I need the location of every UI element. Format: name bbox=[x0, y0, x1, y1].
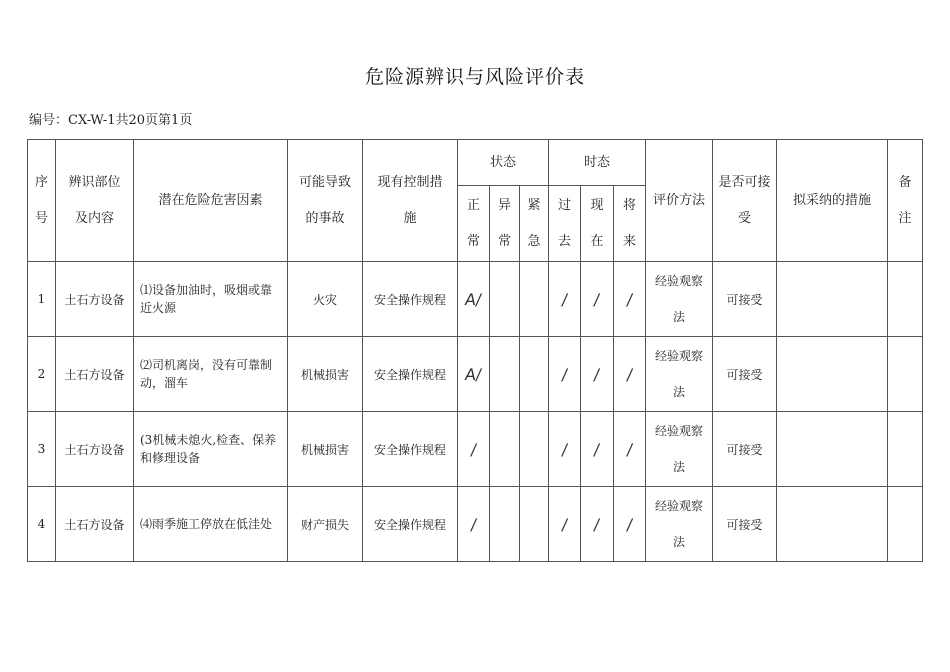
cell-remark bbox=[888, 412, 923, 487]
cell-status-normal bbox=[458, 487, 490, 562]
cell-status-abnormal bbox=[490, 337, 520, 412]
header-hazard: 潜在危险危害因素 bbox=[134, 140, 288, 262]
cell-method bbox=[646, 487, 713, 562]
header-tense: 时态 bbox=[549, 140, 646, 186]
cell-tense-past bbox=[549, 412, 581, 487]
cell-acceptable: 可接受 bbox=[713, 337, 777, 412]
cell-accident: 机械损害 bbox=[288, 337, 363, 412]
cell-status-emergency bbox=[520, 337, 549, 412]
table-row bbox=[28, 337, 923, 412]
cell-tense-present bbox=[581, 487, 614, 562]
table-row bbox=[28, 262, 923, 337]
tense-mark: / bbox=[592, 289, 602, 309]
cell-measures bbox=[777, 412, 888, 487]
table-row bbox=[28, 487, 923, 562]
header-part: 辨识部位 及内容 bbox=[56, 140, 134, 262]
cell-part: 土石方设备 bbox=[56, 337, 134, 412]
cell-acceptable: 可接受 bbox=[713, 262, 777, 337]
cell-seq: 4 bbox=[28, 487, 56, 562]
cell-accident: 火灾 bbox=[288, 262, 363, 337]
cell-tense-present bbox=[581, 412, 614, 487]
status-mark: / bbox=[469, 439, 478, 459]
cell-status-emergency bbox=[520, 487, 549, 562]
cell-tense-present bbox=[581, 337, 614, 412]
method-line: 法 bbox=[673, 460, 686, 474]
tense-mark: / bbox=[625, 439, 634, 459]
header-accident: 可能导致 的事故 bbox=[288, 140, 363, 262]
cell-status-abnormal bbox=[490, 487, 520, 562]
cell-status-normal bbox=[458, 262, 490, 337]
status-mark: / bbox=[469, 514, 478, 534]
tense-mark: / bbox=[560, 289, 569, 309]
cell-part: 土石方设备 bbox=[56, 262, 134, 337]
cell-tense-future bbox=[614, 337, 646, 412]
cell-tense-future bbox=[614, 487, 646, 562]
cell-control: 安全操作规程 bbox=[363, 487, 458, 562]
cell-method bbox=[646, 337, 713, 412]
header-status: 状态 bbox=[458, 140, 549, 186]
cell-measures bbox=[777, 487, 888, 562]
tense-mark: / bbox=[592, 364, 602, 384]
method-line: 经验观察 bbox=[655, 424, 704, 438]
tense-mark: / bbox=[592, 514, 602, 534]
tense-mark: / bbox=[625, 514, 634, 534]
cell-seq: 1 bbox=[28, 262, 56, 337]
cell-status-emergency bbox=[520, 412, 549, 487]
document-number: 编号：CX-W-1共20页第1页 bbox=[29, 113, 193, 128]
cell-acceptable: 可接受 bbox=[713, 487, 777, 562]
method-line: 法 bbox=[673, 535, 686, 549]
cell-method bbox=[646, 412, 713, 487]
header-method: 评价方法 bbox=[646, 140, 713, 262]
header-acceptable: 是否可接 受 bbox=[713, 140, 777, 262]
header-seq: 序 号 bbox=[28, 140, 56, 262]
cell-status-abnormal bbox=[490, 412, 520, 487]
cell-control: 安全操作规程 bbox=[363, 337, 458, 412]
header-status-emergency: 紧 急 bbox=[520, 186, 549, 262]
header-control: 现有控制措 施 bbox=[363, 140, 458, 262]
header-status-normal: 正 常 bbox=[458, 186, 490, 262]
cell-acceptable: 可接受 bbox=[713, 412, 777, 487]
cell-tense-future bbox=[614, 412, 646, 487]
header-measures: 拟采纳的措施 bbox=[777, 140, 888, 262]
cell-measures bbox=[777, 337, 888, 412]
cell-seq: 2 bbox=[28, 337, 56, 412]
cell-status-normal bbox=[458, 337, 490, 412]
cell-remark bbox=[888, 337, 923, 412]
method-line: 经验观察 bbox=[655, 274, 704, 288]
cell-hazard: ⑷雨季施工停放在低洼处 bbox=[134, 487, 288, 562]
cell-remark bbox=[888, 487, 923, 562]
header-tense-future: 将 来 bbox=[614, 186, 646, 262]
tense-mark: / bbox=[592, 439, 602, 459]
tense-mark: / bbox=[560, 514, 569, 534]
cell-status-emergency bbox=[520, 262, 549, 337]
cell-tense-past bbox=[549, 337, 581, 412]
cell-remark bbox=[888, 262, 923, 337]
risk-assessment-table bbox=[27, 139, 923, 562]
header-tense-past: 过 去 bbox=[549, 186, 581, 262]
cell-tense-past bbox=[549, 487, 581, 562]
tense-mark: / bbox=[560, 364, 569, 384]
cell-tense-past bbox=[549, 262, 581, 337]
cell-hazard: ⑴设备加油时，吸烟或靠近火源 bbox=[134, 262, 288, 337]
cell-control: 安全操作规程 bbox=[363, 412, 458, 487]
method-line: 法 bbox=[673, 385, 686, 399]
tense-mark: / bbox=[625, 364, 634, 384]
cell-tense-present bbox=[581, 262, 614, 337]
table-row bbox=[28, 412, 923, 487]
cell-tense-future bbox=[614, 262, 646, 337]
cell-accident: 机械损害 bbox=[288, 412, 363, 487]
status-mark: A/ bbox=[463, 364, 484, 384]
cell-part: 土石方设备 bbox=[56, 487, 134, 562]
method-line: 经验观察 bbox=[655, 499, 704, 513]
cell-measures bbox=[777, 262, 888, 337]
header-remark: 备 注 bbox=[888, 140, 923, 262]
cell-method bbox=[646, 262, 713, 337]
cell-control: 安全操作规程 bbox=[363, 262, 458, 337]
page-title: 危险源辨识与风险评价表 bbox=[364, 66, 585, 88]
header-tense-present: 现 在 bbox=[581, 186, 614, 262]
cell-hazard: ⑵司机离岗，没有可靠制动，溜车 bbox=[134, 337, 288, 412]
method-line: 法 bbox=[673, 310, 686, 324]
method-line: 经验观察 bbox=[655, 349, 704, 363]
cell-hazard: (3机械未熄火,检查、保养和修理设备 bbox=[134, 412, 288, 487]
status-mark: A/ bbox=[463, 289, 484, 309]
cell-accident: 财产损失 bbox=[288, 487, 363, 562]
tense-mark: / bbox=[625, 289, 634, 309]
cell-status-normal bbox=[458, 412, 490, 487]
cell-part: 土石方设备 bbox=[56, 412, 134, 487]
tense-mark: / bbox=[560, 439, 569, 459]
header-status-abnormal: 异 常 bbox=[490, 186, 520, 262]
cell-seq: 3 bbox=[28, 412, 56, 487]
cell-status-abnormal bbox=[490, 262, 520, 337]
